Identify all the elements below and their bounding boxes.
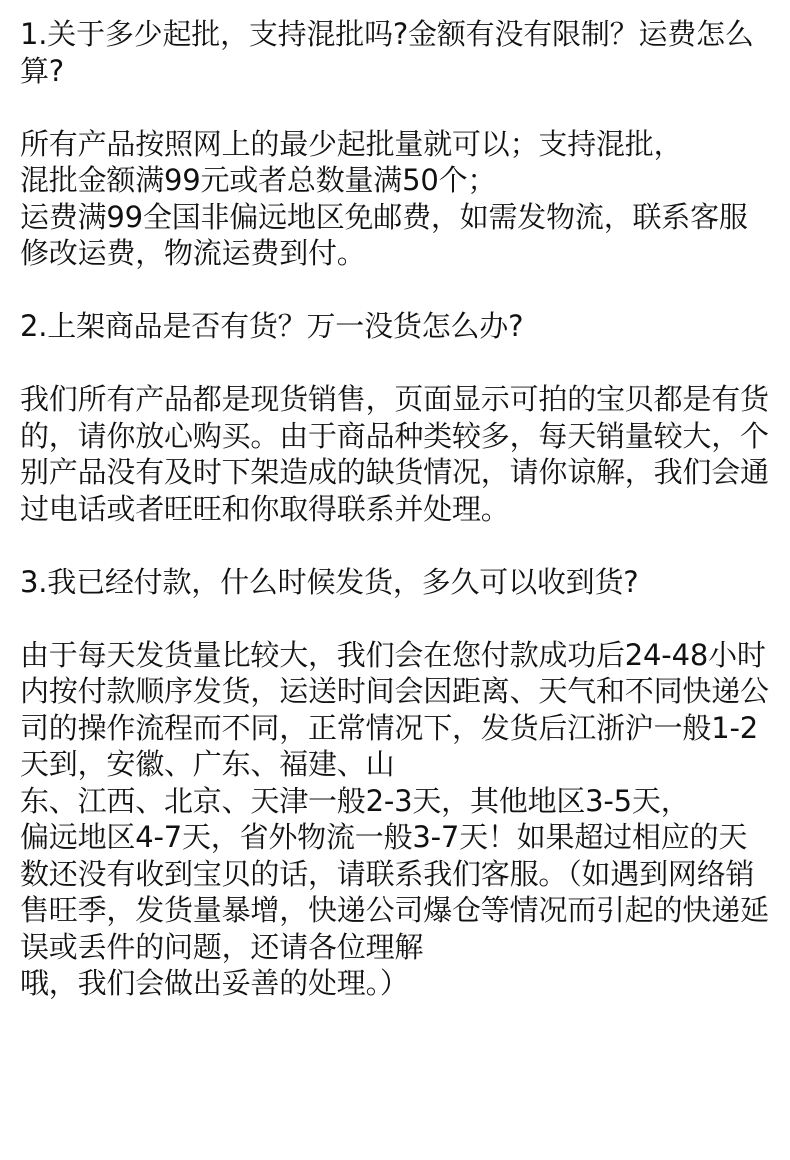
faq-question-1: 1.关于多少起批，支持混批吗?金额有没有限制？运费怎么算? — [20, 17, 754, 88]
faq-answer-2: 我们所有产品都是现货销售，页面显示可拍的宝贝都是有货的，请你放心购买。由于商品种类较多，每天销量较大，个别产品没有及时下架造成的缺货情况，请你谅解，我们会通过电话或者旺旺和你取得联系并处理。 — [20, 382, 769, 526]
faq-question-2: 2.上架商品是否有货？万一没货怎么办? — [20, 309, 524, 343]
faq-answer-1: 所有产品按照网上的最少起批量就可以；支持混批， 混批金额满99元或者总数量满50个； 运费满99全国非偏远地区免邮费，如需发物流，联系客服修改运费，物流运费到付。 — [20, 126, 748, 270]
paragraph-gap — [20, 345, 772, 382]
faq-question-3: 3.我已经付款，什么时候发货，多久可以收到货? — [20, 564, 639, 599]
paragraph-gap — [20, 600, 772, 637]
paragraph-gap — [20, 89, 772, 126]
paragraph-gap — [20, 272, 772, 309]
faq-answer-3: 由于每天发货量比较大，我们会在您付款成功后24-48小时内按付款顺序发货，运送时间会因距离、天气和不同快递公司的操作流程而不同，正常情况下，发货后江浙沪一般1-2天到，安徽、广东、福建、山 东、江西、北京、天津一般2-3天，其他地区3-5天， 偏远地区4-7天，省外物流一般3-7天！如果超过相应的天数还没有收到宝贝的话，请联系我们客服。（如遇到网络销售旺季，发货量暴增，快递公司爆仓等情况而引起的快递延误或丢件的问题，还请各位理解 哦，我们会做出妥善的处理。） — [20, 637, 769, 1000]
paragraph-gap — [20, 527, 772, 564]
